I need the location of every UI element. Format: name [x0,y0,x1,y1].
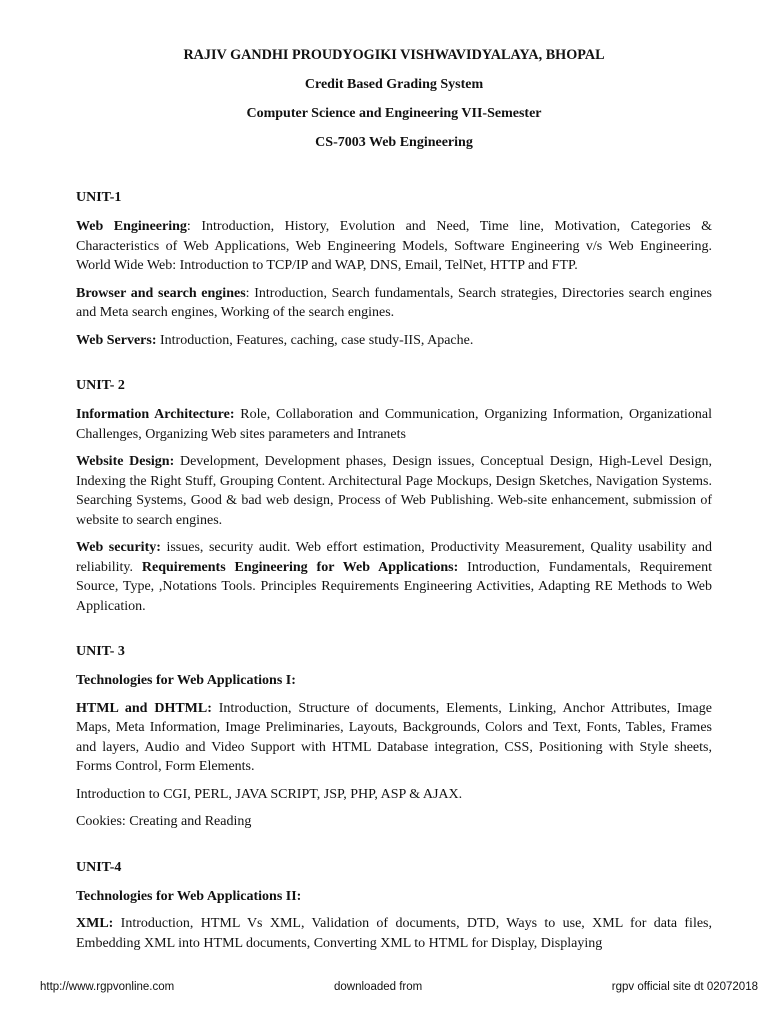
unit-2-heading: UNIT- 2 [76,378,125,393]
unit-3-subheading: Technologies for Web Applications I: [76,673,296,688]
program-title: Computer Science and Engineering VII-Semester [246,106,542,121]
course-title: CS-7003 Web Engineering [315,135,473,150]
grading-system-title: Credit Based Grading System [304,77,484,92]
paragraph-lead: Web Engineering [76,219,187,234]
page-footer [40,981,758,997]
paragraph-text: Introduction, HTML Vs XML, Validation of documents, DTD, Ways to use, XML for data files, Embedding XML into HTML documents, Converting XML to HTML for Display, Displaying [76,916,712,951]
unit-3-paragraph-scripting: Introduction to CGI, PERL, JAVA SCRIPT, JSP, PHP, ASP & AJAX. [76,786,463,802]
unit-2-paragraph-website-design [76,452,712,530]
paragraph-text: : Introduction, History, Evolution and Need, Time line, Motivation, Categories & Characteristics of Web Applications, Web Engineering Models, Software Engineering v/s Web Engineering. World Wide Web: Introduction to TCP/IP and WAP, DNS, Email, TelNet, HTTP and FTP. [76,219,712,273]
unit-3-paragraph-html [76,699,712,777]
paragraph-lead: XML: [76,916,114,931]
unit-1-paragraph-browsers [76,284,712,323]
paragraph-text: Role, Collaboration and Communication, Organizing Information, Organizational Challenges, Organizing Web sites parameters and Intranets [76,407,712,442]
unit-2-paragraph-web-security [76,538,712,616]
footer-site-date: rgpv official site dt 02072018 [611,981,758,993]
paragraph-text: Development, Development phases, Design issues, Conceptual Design, High-Level Design, Indexing the Right Stuff, Grouping Content. Architectural Page Mockups, Design Sketches, Navigation Systems. Searching Systems, Good & bad web design, Process of Web Publishing. Web-site enhancement, submission of website to search engines. [76,454,712,528]
paragraph-text-secondary: Introduction, Fundamentals, Requirement Source, Type, ,Notations Tools. Principles Requirements Engineering Activities, Adapting RE Methods to Web Application. [76,559,712,614]
paragraph-lead: Website Design: [76,454,175,469]
footer-downloaded-text: downloaded from [334,981,423,993]
unit-4-subheading: Technologies for Web Applications II: [76,888,302,904]
paragraph-lead: Web Servers: [76,332,157,348]
unit-1-heading: UNIT-1 [76,190,122,205]
unit-2-paragraph-architecture [76,405,712,444]
paragraph-lead: Information Architecture: [76,407,235,422]
unit-1-paragraph-web-servers [76,331,712,351]
paragraph-text: Introduction, Features, caching, case study-IIS, Apache. [156,332,474,348]
university-title: RAJIV GANDHI PROUDYOGIKI VISHWAVIDYALAYA, BHOPAL [183,47,605,63]
paragraph-lead: HTML and DHTML: [76,700,212,716]
paragraph-lead-secondary: Requirements Engineering for Web Applications: [141,559,459,575]
paragraph-lead: Browser and search engines [76,285,246,301]
footer-source-link[interactable]: http://www.rgpvonline.com [40,981,175,993]
unit-4-paragraph-xml [76,914,712,953]
unit-3-paragraph-cookies: Cookies: Creating and Reading [76,814,252,829]
paragraph-text: issues, security audit. Web effort estimation, Productivity Measurement, Quality usability and reliability. [76,540,712,575]
syllabus-page [76,46,712,961]
unit-1-paragraph-web-engineering [76,217,712,276]
paragraph-text: : Introduction, Search fundamentals, Search strategies, Directories search engines and Meta search engines, Working of the search engines. [76,285,712,320]
paragraph-text: Introduction, Structure of documents, Elements, Linking, Anchor Attributes, Image Maps, Meta Information, Image Preliminaries, Layouts, Backgrounds, Colors and Text, Fonts, Tables, Frames and layers, Audio and Video Support with HTML Database integration, CSS, Positioning with Style sheets, Forms Control, Form Elements. [76,700,712,774]
unit-3-heading: UNIT- 3 [76,644,125,659]
unit-4-heading: UNIT-4 [76,859,122,875]
paragraph-lead: Web security: [76,540,161,555]
